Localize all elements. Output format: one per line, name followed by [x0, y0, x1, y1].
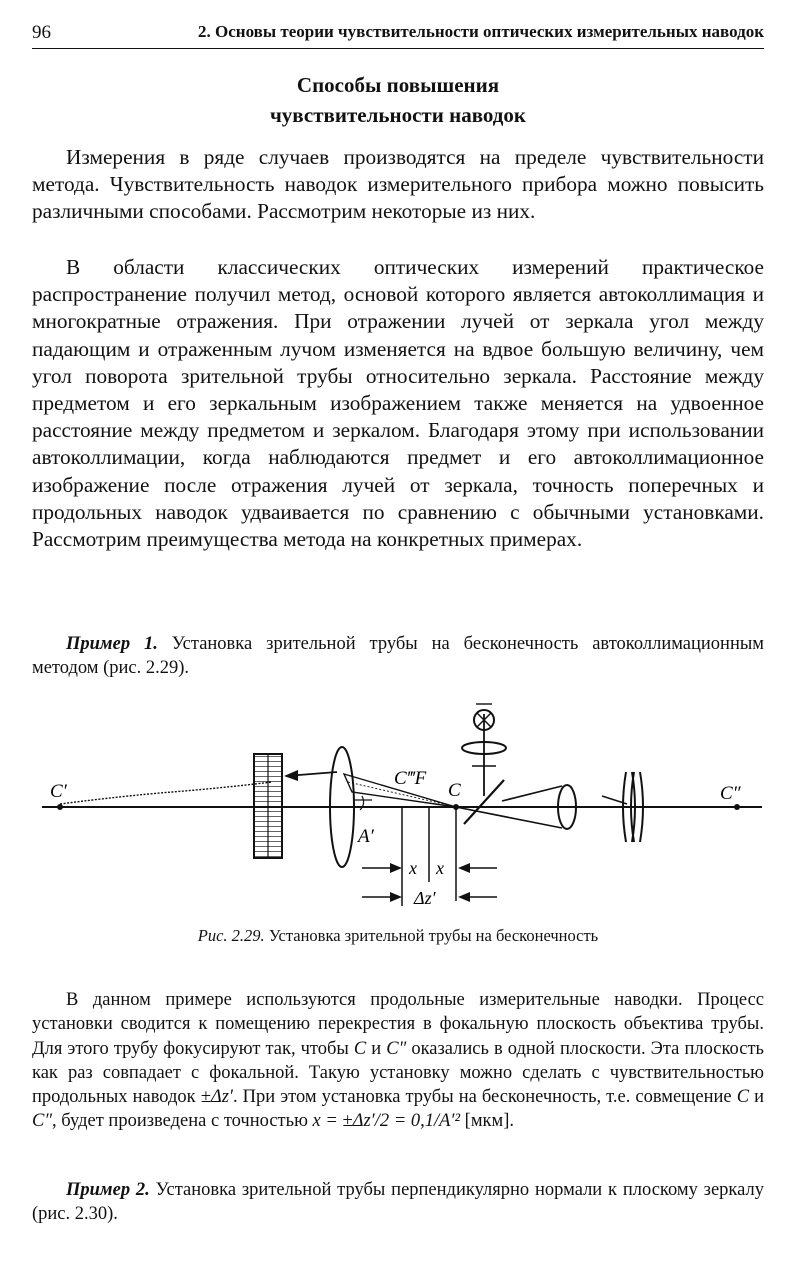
p3-formula: x = ±Δz′/2 = 0,1/A′² — [312, 1111, 461, 1132]
figure-caption — [32, 926, 764, 946]
label-c-double: C″ — [720, 783, 741, 804]
p3-c2: C″ — [386, 1038, 407, 1059]
dz-arrowhead-right — [458, 892, 470, 902]
label-c-prime: C′ — [50, 781, 67, 802]
label-x-left: x — [409, 858, 417, 878]
label-c-triple-f: C‴F — [394, 768, 427, 789]
example-1-label: Пример 1. — [66, 634, 158, 654]
paragraph-autocollimation: В области классических оптических измерений практическое распространение получил метод, основой которого является автоколлимация и многократные отражения. При отражении лучей от зеркала угол между падающим и отраженным лучом изменяется на вдвое большую величину, чем угол поворота зрительной трубы относительно зеркала. Расстояние между предметом и его зеркальным изображением также меняется на удвоенное расстояние между предметом и зеркалом. Благодаря этому при использовании автоколлимации, когда наблюдаются предмет и его автоколлимационное изображение после отражения лучей от зеркала, точность поперечных и продольных наводок удваивается по сравнению с обычными установками. Рассмотрим преимущества метода на конкретных примерах. — [32, 255, 764, 552]
label-c: C — [448, 780, 461, 801]
caption-number: Рис. 2.29. — [197, 926, 265, 945]
example-2 — [32, 1178, 764, 1226]
p3-c4: C″ — [32, 1111, 53, 1132]
label-x-right: x — [436, 858, 444, 878]
p3-c1: C — [353, 1038, 367, 1059]
label-delta-z: Δz′ — [414, 888, 436, 908]
caption-text: Установка зрительной трубы на бесконечность — [264, 926, 599, 945]
running-head: 2. Основы теории чувствительности оптических измерительных наводок — [198, 22, 764, 41]
figure-2-29 — [32, 696, 764, 921]
ray-to-eyepiece-1 — [456, 807, 562, 828]
example-2-text: Установка зрительной трубы перпендикулярно нормали к плоскому зеркалу (рис. 2.30). — [32, 1180, 764, 1224]
dim-arrowhead-right — [458, 863, 470, 873]
section-title-line-2: чувствительности наводок — [269, 103, 527, 127]
point-c-double — [734, 804, 740, 810]
paragraph-intro: Измерения в ряде случаев производятся на пределе чувствительности метода. Чувствительность наводок измерительного прибора можно повысить различными способами. Рассмотрим некоторые из них. — [32, 145, 764, 224]
p3-text-a: В данном примере используются продольные измерительные наводки. Процесс установки сводится к помещению перекрестия в фокальную плоскость объектива трубы. Для этого трубу фокусируют так, чтобы — [32, 990, 764, 1059]
p3-text-b: оказались в одной плоскости. Эта плоскость как раз совпадает с фокальной. Такую установку можно сделать с чувствительностью продольных наводок — [32, 1038, 764, 1108]
paragraph-longitudinal — [32, 988, 764, 1134]
dz-arrowhead-left — [390, 892, 402, 902]
p3-and1: и — [366, 1038, 387, 1059]
example-1-text: Установка зрительной трубы на бесконечность автоколлимационным методом (рис. 2.29). — [32, 634, 764, 678]
p3-c3: C — [736, 1087, 750, 1108]
example-1 — [32, 632, 764, 680]
incoming-ray — [60, 782, 272, 804]
p3-text-d: , будет произведена с точностью — [52, 1111, 313, 1132]
point-c-prime — [57, 804, 63, 810]
page-header — [32, 18, 764, 49]
section-title-line-1: Способы повышения — [296, 73, 500, 97]
section-title — [32, 70, 764, 130]
dim-arrowhead-left — [390, 863, 402, 873]
p3-text-c: . При этом установка трубы на бесконечность, т.е. совмещение — [232, 1087, 737, 1108]
ray-to-eyepiece-2 — [502, 786, 562, 801]
p3-and2: и — [749, 1087, 764, 1108]
ray-arrowhead — [284, 770, 298, 781]
label-a-prime: A′ — [358, 826, 374, 847]
p3-text-e: [мкм]. — [460, 1111, 515, 1132]
page-number: 96 — [32, 22, 51, 43]
autocollimation-diagram — [32, 696, 764, 921]
example-2-label: Пример 2. — [66, 1180, 150, 1200]
p3-pm-dz: ±Δz′ — [200, 1087, 233, 1108]
